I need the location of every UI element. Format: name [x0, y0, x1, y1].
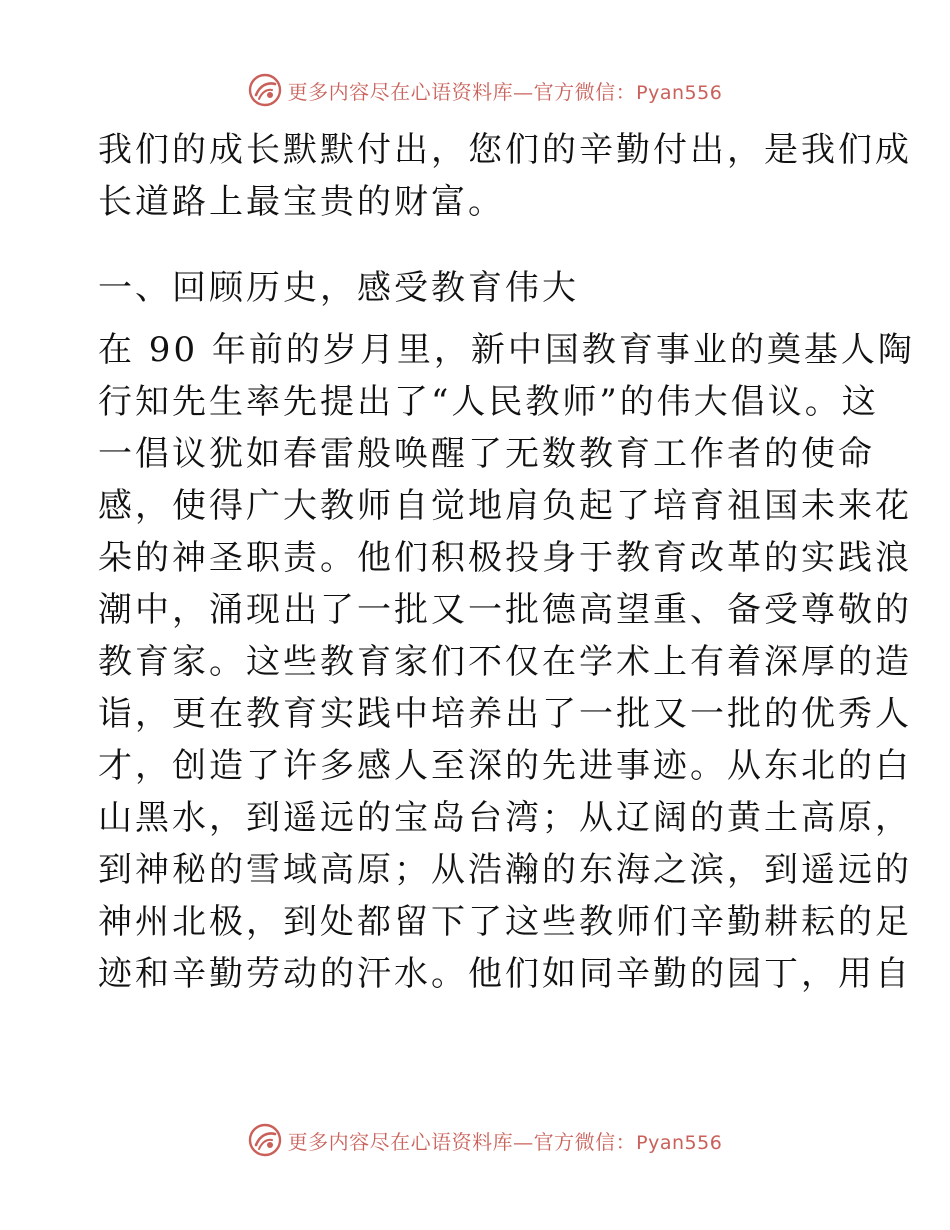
paragraph-line: 感，使得广大教师自觉地肩负起了培育祖国未来花 [98, 486, 912, 526]
paragraph-line: 神州北极，到处都留下了这些教师们辛勤耕耘的足 [98, 902, 912, 942]
document-body [98, 124, 915, 1000]
brand-logo-icon [248, 73, 282, 107]
brand-logo-icon [248, 1123, 282, 1157]
paragraph-line: 诣，更在教育实践中培养出了一批又一批的优秀人 [98, 694, 912, 734]
header-watermark-banner [0, 70, 950, 110]
paragraph-line: 教育家。这些教育家们不仅在学术上有着深厚的造 [98, 642, 912, 682]
section-heading: 一、回顾历史，感受教育伟大 [98, 268, 579, 308]
paragraph-line: 到神秘的雪域高原；从浩瀚的东海之滨，到遥远的 [98, 850, 912, 890]
paragraph-line: 行知先生率先提出了“人民教师”的伟大倡议。这 [98, 382, 879, 422]
intro-line-2: 长道路上最宝贵的财富。 [98, 182, 505, 222]
paragraph-line: 才，创造了许多感人至深的先进事迹。从东北的白 [98, 746, 912, 786]
intro-line-1: 我们的成长默默付出，您们的辛勤付出，是我们成 [98, 130, 912, 170]
watermark-wechat-id: Pyan556 [636, 1131, 723, 1154]
watermark-wechat-id: Pyan556 [636, 81, 723, 104]
footer-watermark-banner [0, 1120, 950, 1160]
watermark-text: 更多内容尽在心语资料库—官方微信：Pyan556 [287, 1129, 723, 1154]
watermark-text: 更多内容尽在心语资料库—官方微信：Pyan556 [287, 79, 723, 104]
paragraph-line: 在 90 年前的岁月里，新中国教育事业的奠基人陶 [98, 330, 915, 370]
paragraph-line: 迹和辛勤劳动的汗水。他们如同辛勤的园丁，用自 [98, 954, 912, 994]
paragraph-line: 潮中，涌现出了一批又一批德高望重、备受尊敬的 [98, 590, 912, 630]
paragraph-line: 一倡议犹如春雷般唤醒了无数教育工作者的使命 [98, 434, 875, 474]
paragraph-line: 山黑水，到遥远的宝岛台湾；从辽阔的黄土高原， [98, 798, 912, 838]
paragraph-line: 朵的神圣职责。他们积极投身于教育改革的实践浪 [98, 538, 912, 578]
